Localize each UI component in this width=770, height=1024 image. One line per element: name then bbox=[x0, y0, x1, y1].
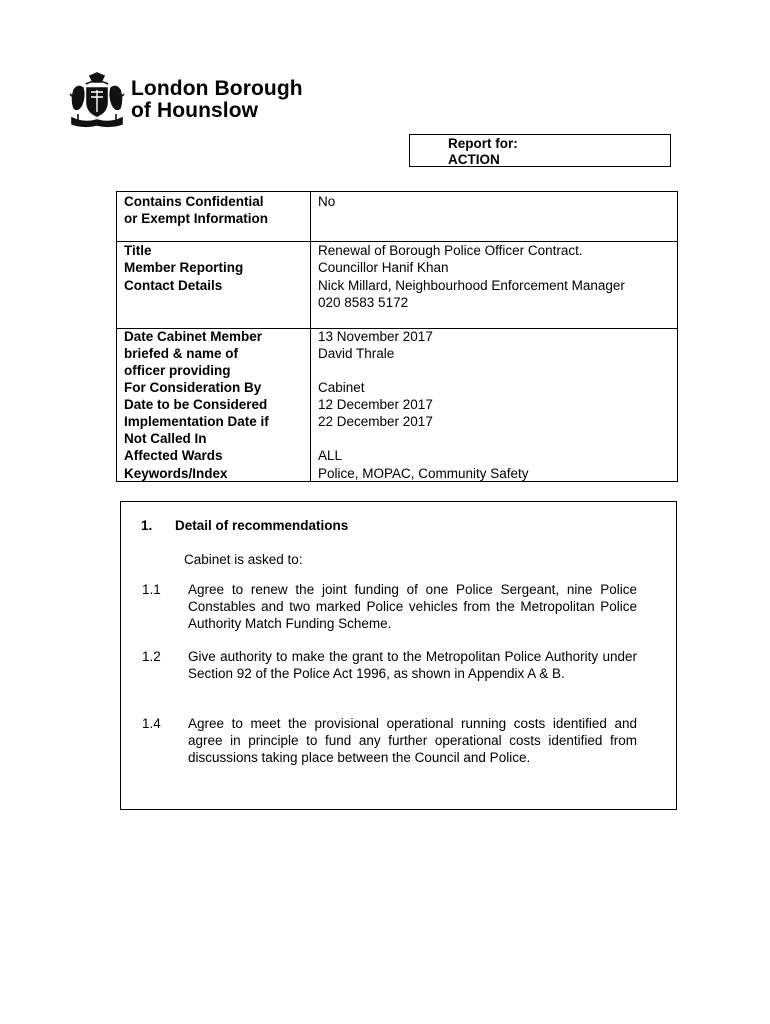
consideration-by-label: For Consideration By bbox=[124, 380, 262, 395]
recommendation-number: 1.1 bbox=[142, 582, 161, 597]
recommendations-intro: Cabinet is asked to: bbox=[184, 552, 303, 567]
council-name-line2: of Hounslow bbox=[131, 99, 259, 122]
implementation-date-label: Implementation Date if Not Called In bbox=[124, 414, 269, 446]
council-logo bbox=[68, 72, 318, 132]
confidential-value: No bbox=[318, 194, 336, 209]
contact-details-label: Contact Details bbox=[124, 278, 223, 293]
consideration-by-value: Cabinet bbox=[318, 380, 365, 395]
borough-crest-icon bbox=[68, 72, 126, 128]
member-reporting-label: Member Reporting bbox=[124, 260, 244, 275]
implementation-date-value: 22 December 2017 bbox=[318, 414, 433, 429]
affected-wards-value: ALL bbox=[318, 448, 343, 463]
report-for-box bbox=[409, 134, 671, 167]
report-for-label: Report for: bbox=[448, 136, 518, 151]
recommendation-text: Give authority to make the grant to the Metropolitan Police Authority under Section 92 of the Police Act 1996, as shown in Appendix A & B. bbox=[188, 649, 637, 681]
affected-wards-label: Affected Wards bbox=[124, 448, 223, 463]
recommendation-number: 1.4 bbox=[142, 716, 161, 731]
report-info-table bbox=[116, 191, 678, 482]
council-name bbox=[131, 78, 303, 122]
date-briefed-label: Date Cabinet Member briefed & name of officer providing bbox=[124, 329, 263, 378]
report-for-value: ACTION bbox=[448, 152, 500, 167]
recommendation-text: Agree to renew the joint funding of one Police Sergeant, nine Police Constables and two marked Police vehicles from the Metropolitan Police Authority Match Funding Scheme. bbox=[188, 582, 637, 631]
recommendation-text: Agree to meet the provisional operational running costs identified and agree in principle to fund any further operational costs identified from discussions taking place between the Council and Police. bbox=[188, 716, 637, 765]
member-reporting-value: Councillor Hanif Khan bbox=[318, 260, 449, 275]
section-number: 1. bbox=[141, 518, 153, 533]
council-name-line1: London Borough bbox=[131, 77, 303, 100]
contact-details-value: Nick Millard, Neighbourhood Enforcement Manager 020 8583 5172 bbox=[318, 278, 625, 310]
table-column-divider bbox=[310, 192, 311, 481]
keywords-label: Keywords/Index bbox=[124, 466, 228, 481]
title-value: Renewal of Borough Police Officer Contract. bbox=[318, 243, 583, 258]
date-considered-value: 12 December 2017 bbox=[318, 397, 433, 412]
title-label: Title bbox=[124, 243, 152, 258]
confidential-label: Contains Confidential or Exempt Information bbox=[124, 194, 269, 226]
recommendations-box bbox=[120, 501, 677, 810]
recommendation-number: 1.2 bbox=[142, 649, 161, 664]
section-title: Detail of recommendations bbox=[175, 518, 349, 533]
date-considered-label: Date to be Considered bbox=[124, 397, 268, 412]
keywords-value: Police, MOPAC, Community Safety bbox=[318, 466, 529, 481]
date-briefed-value: 13 November 2017 David Thrale bbox=[318, 329, 433, 361]
